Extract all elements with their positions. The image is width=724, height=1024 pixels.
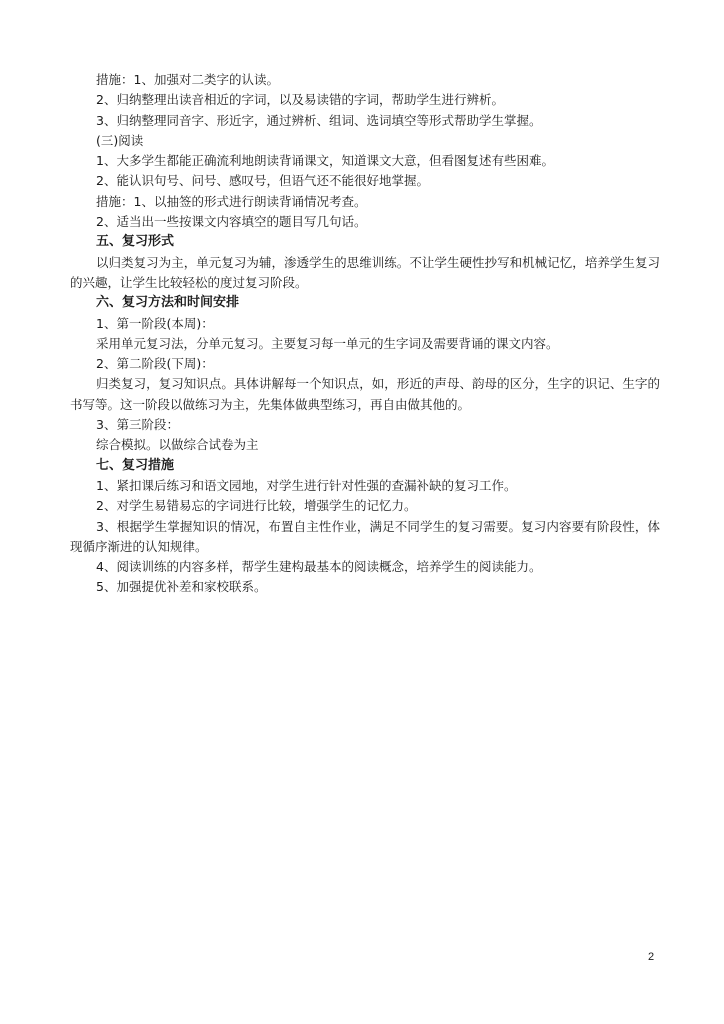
stage-line: 2、第二阶段(下周)： bbox=[96, 356, 214, 372]
paragraph: 3、根据学生掌握知识的情况，布置自主性作业，满足不同学生的复习需要。复习内容要有阶段性，体现循序渐进的认知规律。 bbox=[70, 518, 660, 554]
document-body bbox=[70, 70, 660, 598]
subsection-title: (三)阅读 bbox=[96, 132, 144, 148]
text-line: 1、紧扣课后练习和语文园地，对学生进行针对性强的查漏补缺的复习工作。 bbox=[96, 477, 517, 493]
text-line: 2、对学生易错易忘的字词进行比较，增强学生的记忆力。 bbox=[96, 498, 417, 514]
text-line: 2、能认识句号、问号、感叹号，但语气还不能很好地掌握。 bbox=[96, 173, 429, 189]
measure-line: 3、归纳整理同音字、形近字，通过辨析、组词、选词填空等形式帮助学生掌握。 bbox=[96, 112, 542, 128]
paragraph: 以归类复习为主，单元复习为辅，渗透学生的思维训练。不让学生硬性抄写和机械记忆，培养学生复习的兴趣，让学生比较轻松的度过复习阶段。 bbox=[70, 254, 660, 290]
section-heading: 六、复习方法和时间安排 bbox=[96, 295, 240, 311]
stage-line: 3、第三阶段： bbox=[96, 417, 179, 433]
text-line: 综合模拟。以做综合试卷为主 bbox=[96, 437, 259, 453]
measure-line: 2、归纳整理出读音相近的字词，以及易读错的字词，帮助学生进行辨析。 bbox=[96, 92, 504, 108]
measure-line: 措施：1、加强对二类字的认读。 bbox=[96, 72, 279, 87]
stage-line: 1、第一阶段(本周)： bbox=[96, 315, 214, 331]
measure-line: 措施：1、以抽签的形式进行朗读背诵情况考查。 bbox=[96, 193, 367, 209]
text-line: 4、阅读训练的内容多样，帮学生建构最基本的阅读概念，培养学生的阅读能力。 bbox=[96, 559, 542, 575]
page-number: 2 bbox=[648, 951, 655, 963]
text-line: 采用单元复习法，分单元复习。主要复习每一单元的生字词及需要背诵的课文内容。 bbox=[96, 335, 559, 351]
text-line: 1、大多学生都能正确流利地朗读背诵课文，知道课文大意，但看图复述有些困难。 bbox=[96, 153, 554, 169]
paragraph: 归类复习，复习知识点。具体讲解每一个知识点，如，形近的声母、韵母的区分，生字的识记、生字的书写等。这一阶段以做练习为主，先集体做典型练习，再自由做其他的。 bbox=[70, 376, 660, 412]
section-heading: 七、复习措施 bbox=[96, 457, 175, 473]
section-heading: 五、复习形式 bbox=[96, 234, 175, 250]
text-line: 5、加强提优补差和家校联系。 bbox=[96, 579, 267, 595]
measure-line: 2、适当出一些按课文内容填空的题目写几句话。 bbox=[96, 214, 367, 230]
